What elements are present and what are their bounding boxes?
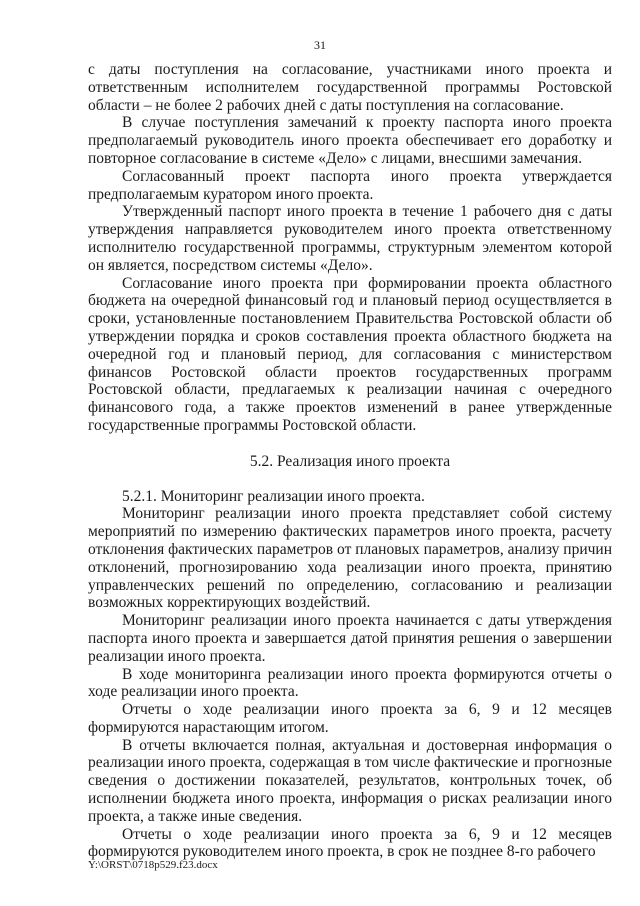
- paragraph: В случае поступления замечаний к проекту паспорта иного проекта предполагаемый руководитель иного проекта обеспечивает его доработку и повторное согласование в системе «Дело» с лицами, внесшими замечания.: [88, 114, 612, 167]
- page-number: 31: [314, 38, 326, 52]
- paragraph: В ходе мониторинга реализации иного проекта формируются отчеты о ходе реализации иного проекта.: [88, 665, 612, 701]
- paragraph: Согласованный проект паспорта иного проекта утверждается предполагаемым куратором иного проекта.: [88, 167, 612, 203]
- body-text: [88, 61, 612, 861]
- footer-file-path: Y:\ORST\0718p529.f23.docx: [88, 859, 218, 871]
- paragraph: Согласование иного проекта при формировании проекта областного бюджета на очередной финансовый год и плановый период осуществляется в сроки, установленные постановлением Правительства Ростовской области об утверждении порядка и сроков составления проекта областного бюджета на очередной год и плановый период, для согласования с министерством финансов Ростовской области проектов государственных программ Ростовской области, предлагаемых к реализации начиная с очередного финансового года, а также проектов изменений в ранее утвержденные государственные программы Ростовской области.: [88, 274, 612, 434]
- paragraph: с даты поступления на согласование, участниками иного проекта и ответственным исполнителем государственной программы Ростовской области – не более 2 рабочих дней с даты поступления на согласование.: [88, 61, 612, 114]
- section-heading: 5.2. Реализация иного проекта: [249, 452, 451, 470]
- paragraph: Мониторинг реализации иного проекта представляет собой систему мероприятий по измерению фактических параметров иного проекта, расчету отклонения фактических параметров от плановых параметров, анализу причин отклонений, прогнозированию хода реализации иного проекта, принятию управленческих решений по определению, согласованию и реализации возможных корректирующих воздействий.: [88, 505, 612, 612]
- paragraph: Отчеты о ходе реализации иного проекта за 6, 9 и 12 месяцев формируются руководителем иного проекта, в срок не позднее 8-го рабочего: [88, 825, 612, 861]
- subsection-title: 5.2.1. Мониторинг реализации иного проекта.: [122, 487, 425, 505]
- paragraph: В отчеты включается полная, актуальная и достоверная информация о реализации иного проекта, содержащая в том числе фактические и прогнозные сведения о достижении показателей, результатов, контрольных точек, об исполнении бюджета иного проекта, информация о рисках реализации иного проекта, а также иные сведения.: [88, 736, 612, 825]
- paragraph: Мониторинг реализации иного проекта начинается с даты утверждения паспорта иного проекта и завершается датой принятия решения о завершении реализации иного проекта.: [88, 612, 612, 665]
- paragraph: Отчеты о ходе реализации иного проекта за 6, 9 и 12 месяцев формируются нарастающим итогом.: [88, 701, 612, 736]
- paragraph: Утвержденный паспорт иного проекта в течение 1 рабочего дня с даты утверждения направляется руководителем иного проекта ответственному исполнителю государственной программы, структурным элементом которой он является, посредством системы «Дело».: [88, 203, 612, 274]
